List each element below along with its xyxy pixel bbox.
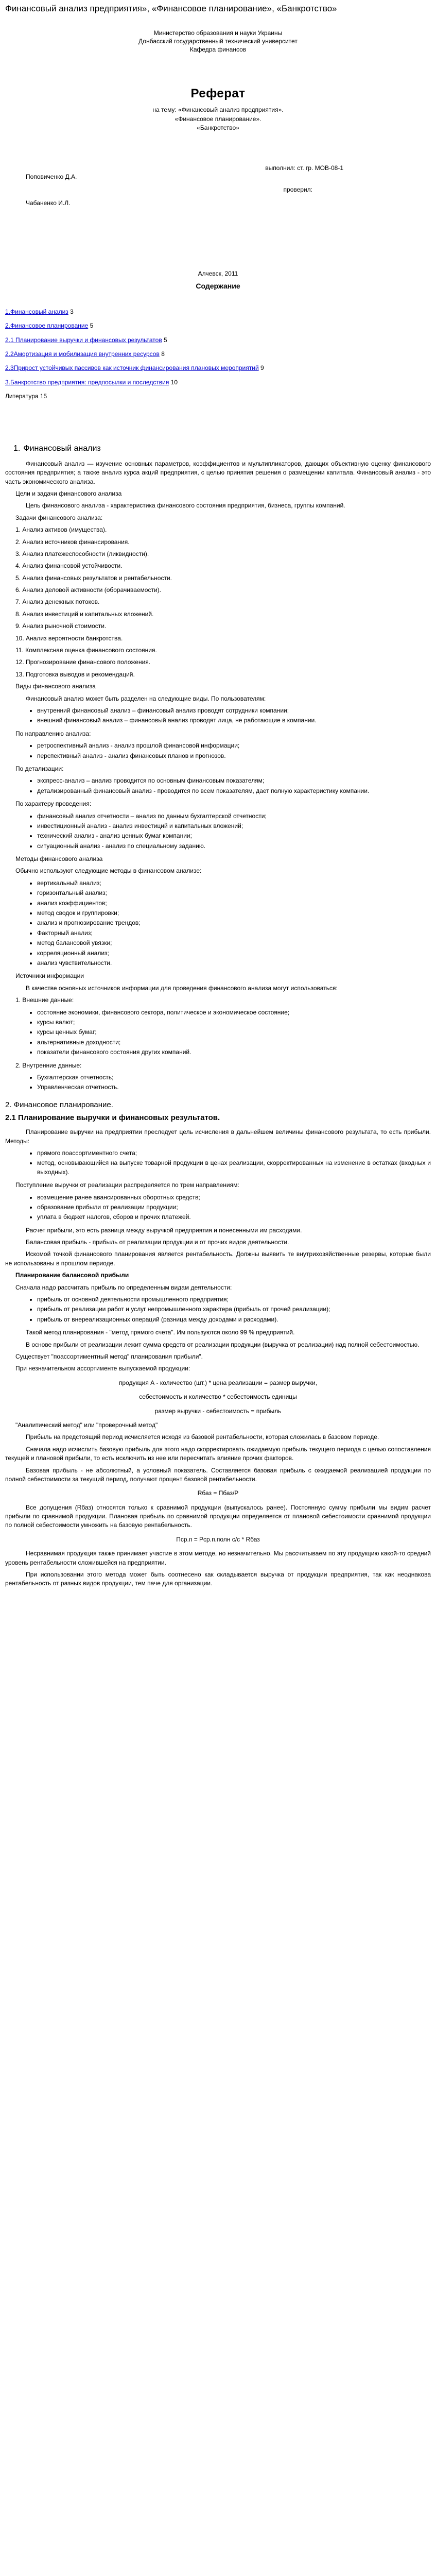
- toc-page-number: 3: [70, 308, 74, 315]
- toc-page-number: 5: [90, 322, 94, 330]
- toc-page-number: 8: [161, 350, 165, 358]
- s1-internal-list: [5, 1073, 431, 1092]
- task-item: 3. Анализ платежеспособности (ликвидности).: [15, 550, 149, 557]
- list-item: • анализ чувствительности.: [37, 959, 431, 968]
- list-item: • метод балансовой увязки;: [37, 939, 431, 947]
- list-item: • анализ и прогнозирование трендов;: [37, 919, 431, 927]
- s1-internal-heading: 2. Внутренние данные:: [15, 1061, 82, 1069]
- s2-paragraph-7: Такой метод планирования - "метод прямого счета". Им пользуются около 99 % предприятий.: [26, 1329, 295, 1336]
- s2-paragraph-3: Расчет прибыли, это есть разница между выручкой предприятия и понесенными им расходами.: [26, 1226, 302, 1234]
- s2-paragraph-12: Прибыль на предстоящий период исчисляется исходя из базовой рентабельности, которая сложилась в базовом периоде.: [26, 1433, 379, 1441]
- list-item: • Управленческая отчетность.: [37, 1083, 431, 1092]
- s2-paragraph-15: Все допущения (Rбаз) относятся только к сравнимой продукции (выпускалось ранее). Постоянную сумму прибыли мы видим расчет прибыли по сравнимой продукции. Плановая прибыль по сравнимой продукции определяется от плановой себестоимости сравнимой продукции по полной себестоимости умножить на базовую рентабельность.: [5, 1503, 431, 1529]
- s1-goals-paragraph: Цель финансового анализа - характеристика финансового состояния предприятия, бизнеса, группы компаний.: [26, 502, 345, 510]
- s2-paragraph-9: Существует "поассортиментный метод" планирования прибыли".: [15, 1352, 203, 1360]
- s2-paragraph-17: При использовании этого метода может быть соотнесено как складывается выручка от продукции предприятия, так как неоднакова рентабельность от разных видов продукции, тем паче для организации.: [5, 1571, 431, 1587]
- formula-cost: себестоимость и количество * себестоимость единицы: [139, 1393, 297, 1401]
- task-item: 2. Анализ источников финансирования.: [15, 538, 130, 546]
- s1-external-heading: 1. Внешние данные:: [15, 996, 74, 1004]
- task-item: 13. Подготовка выводов и рекомендаций.: [15, 670, 135, 678]
- s2-paragraph-1: Планирование выручки на предприятии преследует цель исчисления в дальнейшем величины финансового результата, то есть прибыли. Методы:: [5, 1128, 431, 1145]
- s2-kinds-list: [5, 1295, 431, 1324]
- list-item: • технический анализ - анализ ценных бумаг компании;: [37, 832, 431, 840]
- list-item: • экспресс-анализ – анализ проводится по основным финансовым показателям;: [37, 776, 431, 785]
- title-page-theme: [5, 106, 431, 132]
- toc-link-revenue-planning[interactable]: 2.1 Планирование выручки и финансовых результатов: [5, 336, 162, 344]
- s1-by-detail-heading: По детализации:: [15, 765, 64, 772]
- list-item: • горизонтальный анализ;: [37, 889, 431, 897]
- s2-paragraph-2: Поступление выручки от реализации распределяется по трем направлениям:: [15, 1181, 239, 1189]
- theme-line-3: «Банкротство»: [197, 124, 239, 132]
- list-item: • перспективный анализ - анализ финансовых планов и прогнозов.: [37, 752, 431, 760]
- formula-comparable-profit: Пср.п = Рср.п.полн с/с * Rбаз: [176, 1535, 260, 1543]
- performer-name: Поповиченко Д.А.: [26, 173, 77, 181]
- task-item: 6. Анализ деловой активности (оборачиваемости).: [15, 586, 161, 594]
- list-item: • ситуационный анализ - анализ по специальному заданию.: [37, 842, 431, 851]
- s1-methods-paragraph: Обычно используют следующие методы в финансовом анализе:: [15, 867, 202, 875]
- toc-item: [5, 308, 431, 316]
- list-item: • детализированный финансовый анализ - проводится по всем показателям, дает полную характеристику компании.: [37, 787, 431, 795]
- s2-paragraph-8: В основе прибыли от реализации лежит сумма средств от реализации продукции (выручка от реализации) над полной себестоимостью.: [26, 1341, 420, 1348]
- toc-item: [5, 321, 431, 330]
- s1-sources-paragraph: В качестве основных источников информации для проведения финансового анализа могут использоваться:: [26, 984, 338, 992]
- city-year: Алчевск, 2011: [198, 270, 238, 278]
- s2-paragraph-16: Несравнимая продукция также принимает участие в этом методе, но незначительно. Мы рассчитываем по эту продукцию какой-то средний уровень рентабельности сложившейся на предприятии.: [5, 1550, 431, 1566]
- document-title: Финансовый анализ предприятия», «Финансовое планирование», «Банкротство»: [5, 4, 337, 13]
- list-item: • альтернативные доходности;: [37, 1038, 431, 1047]
- s1-by-struct-heading: По характеру проведения:: [15, 800, 92, 808]
- table-of-contents: [5, 308, 431, 401]
- s1-types-heading: Виды финансового анализа: [15, 683, 96, 690]
- list-item: • курсы ценных бумаг;: [37, 1028, 431, 1037]
- list-item: • уплата в бюджет налогов, сборов и прочих платежей.: [37, 1213, 431, 1222]
- s2-plan-heading: Планирование балансовой прибыли: [15, 1272, 129, 1279]
- toc-item: [5, 364, 431, 372]
- s1-tasks-list: [15, 526, 431, 679]
- task-item: 11. Комплексная оценка финансового состояния.: [15, 647, 157, 654]
- department-line: Кафедра финансов: [189, 46, 247, 54]
- toc-page-number: 10: [170, 378, 178, 386]
- task-item: 8. Анализ инвестиций и капитальных вложений.: [15, 610, 154, 618]
- section-2-heading: [5, 1099, 431, 1111]
- subsection-2-1-heading: 2.1 Планирование выручки и финансовых результатов.: [5, 1113, 220, 1123]
- list-item: • корреляционный анализ;: [37, 949, 431, 958]
- s2-paragraph-5: Искомой точкой финансового планирования является рентабельность. Должны выявить те внутрихозяйственные резервы, которые были не использованы в прошлом периоде.: [5, 1250, 431, 1267]
- university-line: Донбасский государственный технический университет: [138, 38, 298, 45]
- list-item: • курсы валют;: [37, 1018, 431, 1027]
- list-item: • Факторный анализ;: [37, 929, 431, 938]
- s1-intro-paragraph: Финансовый анализ — изучение основных параметров, коэффициентов и мультипликаторов, дающих объективную оценку финансового состояния предприятия; а также анализ курса акций предприятия, с целью принятия решения о размещении капитала. Финансовый анализ - это часть экономического анализа.: [5, 460, 431, 485]
- list-item: • финансовый анализ отчетности – анализ по данным бухгалтерской отчетности;: [37, 812, 431, 821]
- s1-goals-heading: Цели и задачи финансового анализа: [15, 489, 122, 497]
- s1-tasks-heading: Задачи финансового анализа:: [15, 514, 103, 521]
- list-item: • анализ коэффициентов;: [37, 899, 431, 908]
- list-item: • прибыль от внереализационных операций (разница между доходами и расходами).: [37, 1315, 431, 1324]
- list-item: • внутренний финансовый анализ – финансовый анализ проводят сотрудники компании;: [37, 706, 431, 715]
- task-item: 12. Прогнозирование финансового положения.: [15, 658, 151, 666]
- toc-link-amortization[interactable]: 2.2Амортизация и мобилизация внутренних ресурсов: [5, 350, 160, 358]
- toc-page-number: 5: [164, 336, 167, 344]
- list-item: • ретроспективный анализ - анализ прошлой финансовой информации;: [37, 741, 431, 750]
- toc-item: [5, 378, 431, 387]
- s1-methods-heading: Методы финансового анализа: [15, 855, 103, 863]
- list-item: • вертикальный анализ;: [37, 879, 431, 888]
- toc-link-stable-liabilities[interactable]: 2.3Прирост устойчивых пассивов как источник финансирования плановых мероприятий: [5, 364, 259, 372]
- toc-item: [5, 336, 431, 345]
- s2-paragraph-11: "Аналитический метод" или "проверочный метод": [15, 1421, 158, 1429]
- list-item: • образование прибыли от реализации продукции;: [37, 1203, 431, 1212]
- formula-profit: размер выручки - себестоимость = прибыль: [154, 1407, 282, 1415]
- list-item: • Бухгалтерская отчетность;: [37, 1073, 431, 1082]
- list-item: • возмещение ранее авансированных оборотных средств;: [37, 1193, 431, 1202]
- section-1-heading: [13, 443, 431, 454]
- list-item: • метод, основывающийся на выпуске товарной продукции в ценах реализации, скорректированных на изменение в остатках (входных и выходных).: [37, 1159, 431, 1177]
- s2-methods-list: [5, 1149, 431, 1177]
- task-item: 10. Анализ вероятности банкротства.: [15, 634, 123, 642]
- s1-types-paragraph: Финансовый анализ может быть разделен на следующие виды. По пользователям:: [26, 694, 266, 702]
- section-1-title: Финансовый анализ: [23, 444, 101, 453]
- theme-line-2: «Финансовое планирование».: [175, 115, 261, 123]
- s1-by-content-list: [5, 741, 431, 760]
- toc-link-financial-planning[interactable]: 2.Финансовое планирование: [5, 322, 89, 330]
- list-item: • прибыль от реализации работ и услуг непромышленного характера (прибыль от прочей реализации);: [37, 1305, 431, 1314]
- list-item: • прибыль от основной деятельности промышленного предприятия;: [37, 1295, 431, 1304]
- toc-heading: Содержание: [196, 281, 240, 290]
- s1-methods-list: [5, 879, 431, 968]
- s2-distribution-list: [5, 1193, 431, 1222]
- section-2-title: Финансовое планирование.: [13, 1100, 113, 1109]
- s1-by-content-heading: По направлению анализа:: [15, 730, 91, 737]
- formula-revenue: продукция А - количество (шт.) * цена реализации = размер выручки,: [118, 1379, 318, 1386]
- s1-sources-heading: Источники информации: [15, 972, 84, 980]
- performed-label: выполнил: ст. гр. МОВ-08-1: [265, 164, 343, 172]
- list-item: • метод сводок и группировки;: [37, 909, 431, 918]
- list-item: • показатели финансового состояния других компаний.: [37, 1048, 431, 1057]
- checked-label: проверил:: [283, 186, 312, 194]
- task-item: 9. Анализ рыночной стоимости.: [15, 622, 107, 630]
- s1-external-list: [5, 1008, 431, 1057]
- s2-paragraph-6: Сначала надо рассчитать прибыль по определенным видам деятельности:: [15, 1283, 232, 1291]
- title-page-organization: [5, 29, 431, 54]
- toc-literature: Литература 15: [5, 393, 47, 400]
- task-item: 7. Анализ денежных потоков.: [15, 598, 100, 606]
- referat-heading: Реферат: [190, 86, 246, 100]
- list-item: • состояние экономики, финансового сектора, политическое и экономическое состояние;: [37, 1008, 431, 1017]
- toc-link-financial-analysis[interactable]: 1.Финансовый анализ: [5, 308, 68, 315]
- list-item: • инвестиционный анализ - анализ инвестиций и капитальных вложений;: [37, 822, 431, 831]
- s1-by-users-list: [5, 706, 431, 725]
- toc-item: [5, 350, 431, 359]
- theme-line-1: на тему: «Финансовый анализ предприятия».: [152, 106, 284, 114]
- section-1-number: 1.: [13, 444, 21, 453]
- s2-paragraph-10: При незначительном ассортименте выпускаемой продукции:: [15, 1365, 190, 1372]
- ministry-line: Министерство образования и науки Украины: [153, 29, 283, 37]
- s1-by-struct-list: [5, 812, 431, 851]
- checker-name: Чабаненко И.Л.: [26, 199, 71, 207]
- formula-base-rentability: Rбаз = Пбаз/Р: [197, 1489, 239, 1497]
- list-item: • внешний финансовый анализ – финансовый анализ проводят лица, не работающие в компании.: [37, 716, 431, 725]
- section-2-number: 2.: [5, 1100, 12, 1109]
- s2-paragraph-4: Балансовая прибыль - прибыль от реализации продукции и от прочих видов деятельности.: [26, 1239, 289, 1246]
- s2-paragraph-13: Сначала надо исчислить базовую прибыль для этого надо скорректировать ожидаемую прибыль текущего периода с целью сопоставления текущей и плановой прибыли, то есть исключить из нее или пересчитать влияние прочих факторов.: [5, 1445, 431, 1462]
- task-item: 4. Анализ финансовой устойчивости.: [15, 562, 123, 570]
- task-item: 1. Анализ активов (имущества).: [15, 526, 107, 534]
- toc-link-bankruptcy[interactable]: 3.Банкротство предприятия: предпосылки и последствия: [5, 378, 169, 386]
- list-item: • прямого поассортиментного счета;: [37, 1149, 431, 1158]
- task-item: 5. Анализ финансовых результатов и рентабельности.: [15, 574, 172, 582]
- toc-page-number: 9: [260, 364, 264, 372]
- s1-by-detail-list: [5, 776, 431, 795]
- s2-paragraph-14: Базовая прибыль - не абсолютный, а условный показатель. Составляется базовая прибыль с ожидаемой реализацией продукции по полной себестоимости за текущий период, получают процент базовой рентабельности.: [5, 1466, 431, 1483]
